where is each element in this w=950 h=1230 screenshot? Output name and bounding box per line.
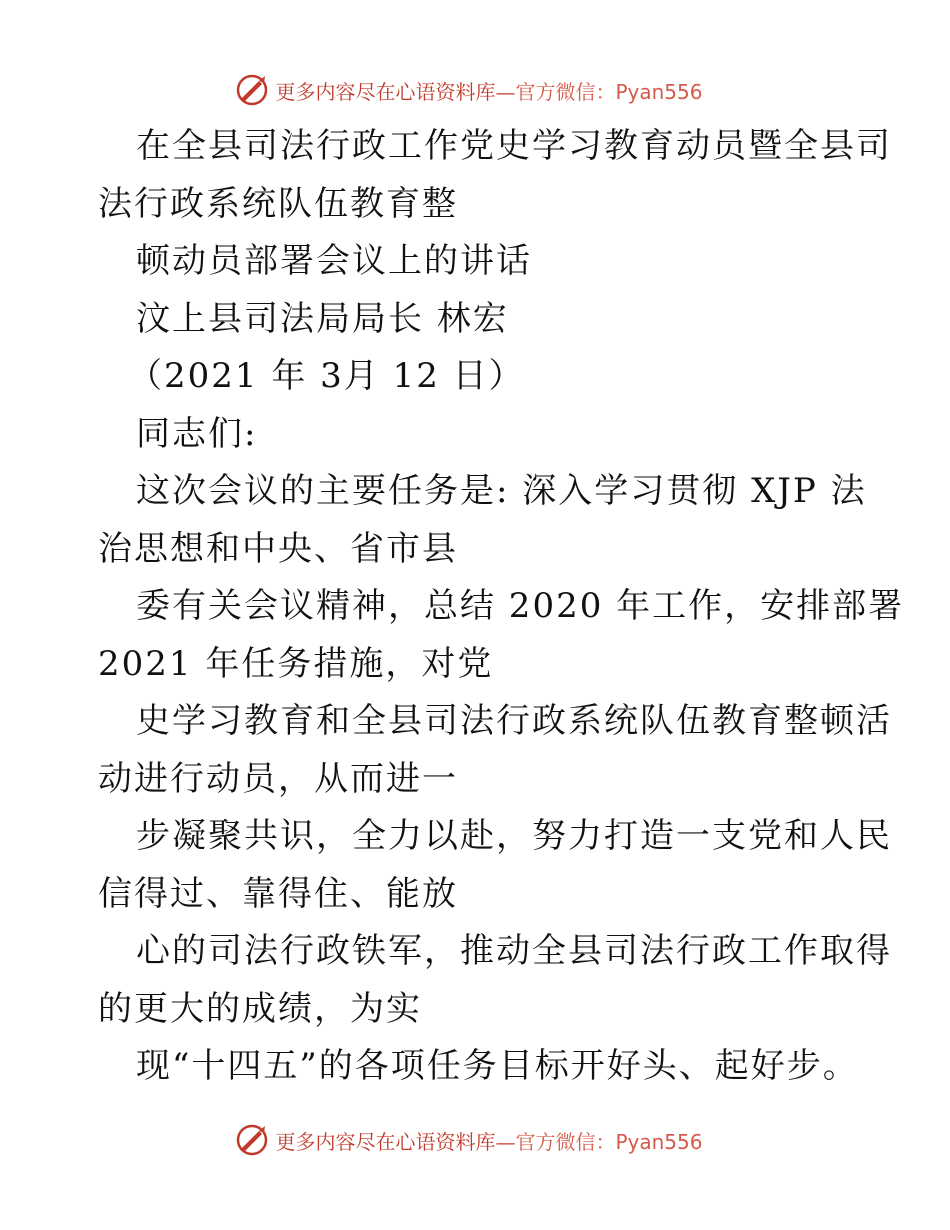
body-line: 2021 年任务措施，对党: [98, 643, 494, 684]
document-body: [98, 118, 905, 1096]
body-line: 信得过、靠得住、能放: [98, 873, 458, 914]
body-line: 的更大的成绩，为实: [98, 988, 422, 1029]
title-line-2: 法行政系统队伍教育整: [98, 183, 458, 224]
watermark-main-text: 更多内容尽在心语资料库—: [275, 79, 516, 104]
salutation-line: 同志们:: [136, 413, 258, 454]
body-line: 现“十四五”的各项任务目标开好头、起好步。: [136, 1046, 859, 1086]
title-line-3: 顿动员部署会议上的讲话: [136, 241, 532, 281]
title-line-1: 在全县司法行政工作党史学习教育动员暨全县司: [136, 126, 892, 166]
watermark-sub-text: 官方微信：Pyan556: [515, 79, 703, 104]
body-line: 这次会议的主要任务是: 深入学习贯彻 XJP 法: [136, 471, 867, 511]
watermark-main-text: 更多内容尽在心语资料库—: [275, 1129, 516, 1154]
date-line: （2021 年 3月 12 日）: [128, 356, 525, 396]
body-line: 心的司法行政铁军，推动全县司法行政工作取得: [136, 931, 892, 971]
watermark-sub-text: 官方微信：Pyan556: [515, 1129, 703, 1154]
body-line: 步凝聚共识，全力以赴，努力打造一支党和人民: [136, 816, 892, 856]
quill-pen-logo-icon: [235, 73, 269, 107]
body-line: 史学习教育和全县司法行政系统队伍教育整顿活: [136, 701, 892, 741]
watermark-footer: [0, 1120, 950, 1160]
quill-pen-logo-icon: [235, 1123, 269, 1157]
body-line: 动进行动员，从而进一: [98, 758, 458, 799]
watermark-header: [0, 70, 950, 110]
author-line: 汶上县司法局局长 林宏: [136, 298, 509, 339]
body-line: 治思想和中央、省市县: [98, 528, 458, 569]
body-line: 委有关会议精神，总结 2020 年工作，安排部署: [136, 586, 905, 626]
